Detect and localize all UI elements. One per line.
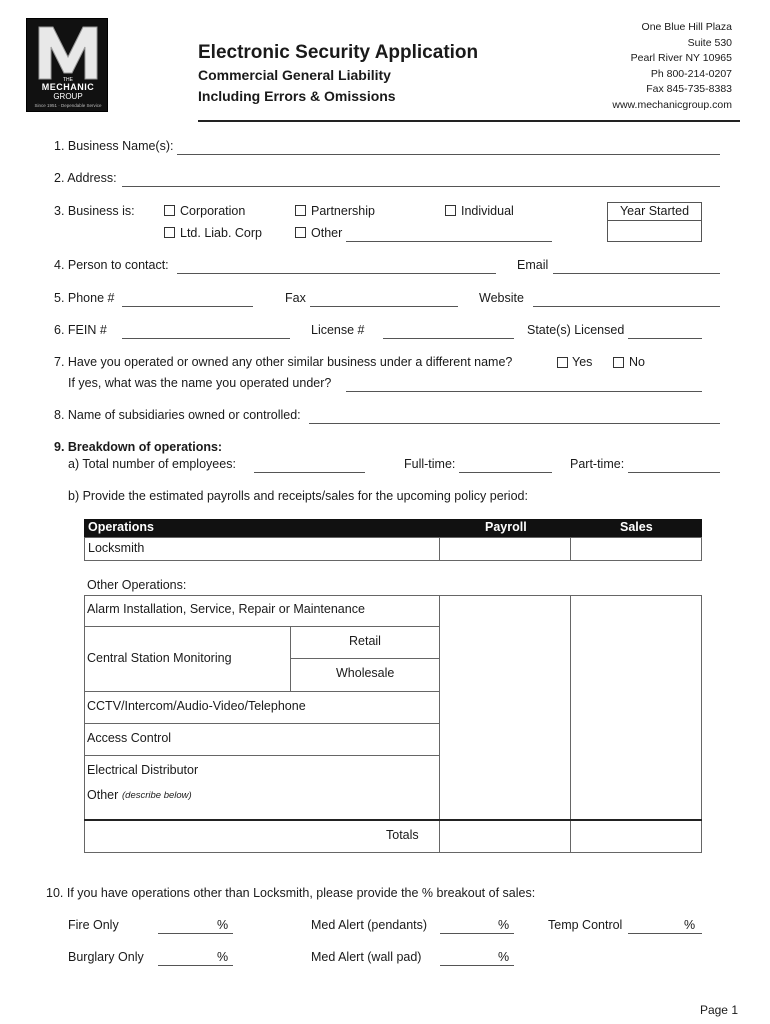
company-logo — [26, 18, 108, 112]
address-line: Fax 845-735-8383 — [646, 83, 732, 95]
med-wall-field[interactable] — [440, 965, 514, 966]
other-ops-label: Other — [87, 788, 119, 802]
electrical-label: Electrical Distributor — [87, 763, 199, 777]
col-operations-header: Operations — [88, 520, 154, 534]
prior-name-no-checkbox[interactable] — [613, 357, 624, 368]
other-business-field[interactable] — [346, 241, 552, 242]
phone-field[interactable] — [122, 306, 253, 307]
partnership-label: Partnership — [311, 204, 375, 218]
other-operations-label: Other Operations: — [87, 578, 187, 592]
other-payroll-column[interactable] — [439, 595, 571, 853]
prior-name-field[interactable] — [346, 391, 702, 392]
fire-only-field[interactable] — [158, 933, 233, 934]
subsidiaries-field[interactable] — [309, 423, 720, 424]
page-title: Electronic Security Application — [198, 42, 479, 63]
med-pendants-field[interactable] — [440, 933, 514, 934]
fax-field[interactable] — [310, 306, 458, 307]
q9-label: 9. Breakdown of operations: — [54, 440, 223, 454]
temp-control-label: Temp Control — [548, 918, 623, 932]
company-address-block — [612, 20, 732, 113]
m-letter-logo-icon — [35, 23, 101, 81]
col-payroll-header: Payroll — [485, 520, 527, 534]
prior-name-yes-checkbox[interactable] — [557, 357, 568, 368]
percent-sign: % — [498, 918, 510, 932]
wholesale-label: Wholesale — [336, 666, 395, 680]
percent-sign: % — [498, 950, 510, 964]
other-business-label: Other — [311, 226, 343, 240]
med-pendants-label: Med Alert (pendants) — [311, 918, 428, 932]
q3-label: 3. Business is: — [54, 204, 135, 218]
full-time-field[interactable] — [459, 472, 552, 473]
fax-label: Fax — [285, 291, 306, 305]
locksmith-label: Locksmith — [88, 541, 145, 555]
q2-label: 2. Address: — [54, 171, 117, 185]
table-row — [84, 537, 440, 561]
fein-field[interactable] — [122, 338, 290, 339]
website-field[interactable] — [533, 306, 720, 307]
logo-text-the: THE — [63, 77, 73, 83]
year-started-field[interactable] — [608, 222, 701, 241]
email-field[interactable] — [553, 273, 720, 274]
q7-label: 7. Have you operated or owned any other similar business under a different name? — [54, 355, 513, 369]
no-label: No — [629, 355, 645, 369]
other-business-checkbox[interactable] — [295, 227, 306, 238]
states-licensed-field[interactable] — [628, 338, 702, 339]
year-started-label: Year Started — [608, 203, 701, 221]
q6-label: 6. FEIN # — [54, 323, 107, 337]
llc-checkbox[interactable] — [164, 227, 175, 238]
email-label: Email — [517, 258, 549, 272]
alarm-label: Alarm Installation, Service, Repair or Maintenance — [87, 602, 365, 616]
individual-label: Individual — [461, 204, 514, 218]
logo-text-mechanic: MECHANIC — [41, 82, 95, 92]
address-line: www.mechanicgroup.com — [612, 98, 732, 111]
table-header — [84, 519, 702, 537]
locksmith-sales-field[interactable] — [570, 537, 702, 561]
central-station-label: Central Station Monitoring — [87, 651, 232, 665]
logo-tagline: Since 1951 · Dependable Service — [34, 103, 102, 108]
col-sales-header: Sales — [620, 520, 653, 534]
payroll-instructions: b) Provide the estimated payrolls and receipts/sales for the upcoming policy period: — [68, 489, 528, 503]
other-operations-block — [84, 595, 440, 853]
business-name-field[interactable] — [177, 154, 720, 155]
q1-label: 1. Business Name(s): — [54, 139, 174, 153]
address-line: Pearl River NY 10965 — [630, 52, 732, 64]
temp-control-field[interactable] — [628, 933, 702, 934]
corporation-checkbox[interactable] — [164, 205, 175, 216]
corporation-label: Corporation — [180, 204, 246, 218]
percent-sign: % — [684, 918, 696, 932]
address-line: Suite 530 — [687, 36, 732, 49]
med-wall-label: Med Alert (wall pad) — [311, 950, 422, 964]
page-subtitle-2: Including Errors & Omissions — [198, 88, 396, 104]
percent-sign: % — [217, 918, 229, 932]
percent-sign: % — [217, 950, 229, 964]
part-time-label: Part-time: — [570, 457, 625, 471]
yes-label: Yes — [572, 355, 593, 369]
license-label: License # — [311, 323, 365, 337]
header-divider — [198, 120, 740, 122]
q10-label: 10. If you have operations other than Locksmith, please provide the % breakout of sales: — [46, 886, 536, 900]
total-employees-field[interactable] — [254, 472, 365, 473]
q4-label: 4. Person to contact: — [54, 258, 169, 272]
logo-text-group: GROUP — [53, 92, 83, 101]
q7-followup-label: If yes, what was the name you operated under? — [68, 376, 332, 390]
states-licensed-label: State(s) Licensed — [527, 323, 625, 337]
q8-label: 8. Name of subsidiaries owned or controlled: — [54, 408, 301, 422]
retail-label: Retail — [349, 634, 381, 648]
contact-person-field[interactable] — [177, 273, 496, 274]
q5-label: 5. Phone # — [54, 291, 115, 305]
employees-label: a) Total number of employees: — [68, 457, 236, 471]
part-time-field[interactable] — [628, 472, 720, 473]
totals-label: Totals — [386, 828, 419, 842]
individual-checkbox[interactable] — [445, 205, 456, 216]
website-label: Website — [479, 291, 524, 305]
locksmith-payroll-field[interactable] — [439, 537, 571, 561]
full-time-label: Full-time: — [404, 457, 456, 471]
year-started-box — [607, 202, 702, 242]
partnership-checkbox[interactable] — [295, 205, 306, 216]
access-control-label: Access Control — [87, 731, 172, 745]
cctv-label: CCTV/Intercom/Audio-Video/Telephone — [87, 699, 306, 713]
other-sales-column[interactable] — [570, 595, 702, 853]
license-field[interactable] — [383, 338, 514, 339]
page-number: Page 1 — [699, 1003, 738, 1017]
other-ops-note: (describe below) — [122, 790, 192, 801]
address-field[interactable] — [122, 186, 720, 187]
fire-only-label: Fire Only — [68, 918, 119, 932]
address-line: Ph 800-214-0207 — [650, 67, 732, 80]
burglary-only-field[interactable] — [158, 965, 233, 966]
page-subtitle-1: Commercial General Liability — [198, 67, 391, 83]
burglary-only-label: Burglary Only — [68, 950, 144, 964]
llc-label: Ltd. Liab. Corp — [180, 226, 262, 240]
address-line: One Blue Hill Plaza — [641, 21, 732, 33]
